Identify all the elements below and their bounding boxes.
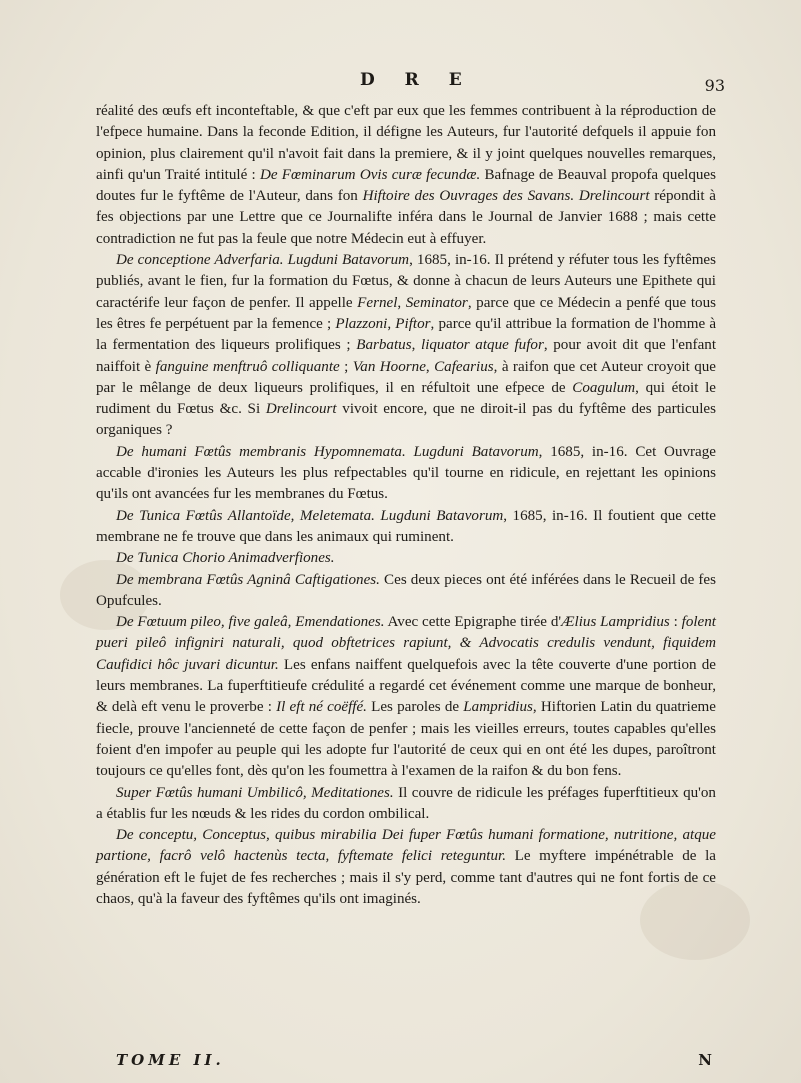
paragraph — [96, 783, 716, 826]
text-run: , à raifon que cet Auteur croyoit que par le mêlange de deux liqueurs prolifiques, il en réfultoit une efpece de — [96, 358, 717, 396]
page-number: 93 — [704, 76, 725, 95]
page-footer — [116, 1051, 716, 1073]
italic-run: De membrana Fœtûs Agninâ Caftigationes. — [116, 571, 380, 588]
italic-run: De conceptu, Conceptus, quibus mirabilia Dei fuper Fœtûs humani formatione, nutritione, atque partione, facrô velô hactenùs tecta, fyftemate felici reteguntur. — [96, 827, 716, 865]
paragraph — [96, 101, 716, 250]
text-run: , — [411, 337, 421, 354]
text-run: , — [397, 294, 406, 311]
text-run: Avec cette Epigraphe tirée d' — [384, 614, 562, 631]
italic-run: Piftor — [395, 315, 431, 332]
italic-run: De Fœtuum pileo, five galeâ, Emendationes. — [116, 614, 385, 631]
text-run: Les paroles de — [366, 699, 464, 716]
paragraph — [96, 506, 716, 549]
text-run: , parce qu'il attribue la formation de l'homme à la fermentation des liqueurs prolifiques ; — [96, 315, 717, 354]
paragraph — [96, 570, 716, 613]
text-run: , 1685, in-16. Il foutient que cette membrane ne fe trouve que dans les animaux qui ruminent. — [96, 507, 716, 545]
text-run: , 1685, in-16. Il prétend y réfuter tous les fyftêmes publiés, avant le fien, fur la formation du Fœtus, & donne à chacun de leurs Auteurs une Epithete qui caractérife leur façon de penfer. Il appelle — [96, 252, 717, 311]
text-run: répondit à fes objections par une Lettre que ce Journalifte inféra dans le Journal de Janvier 1688 ; mais cette contradiction ne fut pas la feule que notre Médecin eut à effuyer. — [96, 188, 716, 247]
italic-run: De Tunica Chorio Animadverfiones. — [116, 550, 335, 567]
text-run: , 1685, in-16. Cet Ouvrage accable d'ironies les Auteurs les plus refpectables qu'il tourne en ridicule, en rejettant les opinions qu'ils ont avancées fur les membranes du Fœtus. — [96, 443, 717, 503]
italic-run: De Fœminarum Ovis curæ fecundæ. — [259, 166, 481, 183]
italic-run: Plazzoni — [335, 315, 388, 332]
italic-run: Lampridius — [463, 699, 533, 716]
italic-run: Coagulum — [572, 379, 636, 396]
italic-run: Van Hoorne — [352, 358, 426, 375]
italic-run: liquator atque fufor — [421, 337, 544, 354]
text-run: ; — [339, 358, 353, 375]
italic-run: De humani Fœtûs membranis Hypomnemata. Lugduni Batavorum — [116, 443, 539, 460]
running-title: D R E — [360, 70, 474, 90]
text-run: Il couvre de ridicule les préfages fuperftitieux qu'on a établis fur les nœuds & les rides du cordon ombilical. — [96, 784, 716, 822]
text-run: , — [425, 358, 435, 375]
italic-run: Drelincourt — [265, 401, 337, 418]
italic-run: De conceptione Adverfaria. Lugduni Batavorum — [116, 252, 410, 269]
paragraph — [96, 548, 716, 569]
italic-run: folent pueri pileô infigniri naturali, quod obftetrices rapiunt, & Advocatis credulis vendunt, fiquidem Caufidici hôc juvari dicuntur. — [96, 614, 716, 673]
text-run: Ces deux pieces ont été inférées dans le Recueil de fes Opufcules. — [96, 571, 716, 609]
text-run: Les enfans naiffent quelquefois avec la tête couverte d'une portion de leurs membranes. La fuperftitieufe crédulité a regardé cet événement comme une marque de bonheur, & delà eft venu le proverbe : — [96, 656, 716, 716]
volume-signature: TOME II. — [116, 1051, 225, 1069]
text-run: , parce que ce Médecin a penfé que tous les êtres fe perpétuent par la femence ; — [96, 294, 716, 332]
italic-run: fanguine menftruô colliquante — [155, 358, 340, 375]
italic-run: Fernel — [357, 294, 398, 311]
italic-run: De Tunica Fœtûs Allantoïde, Meletemata. Lugduni Batavorum — [116, 507, 504, 524]
gathering-mark: N — [698, 1051, 712, 1069]
text-run: Bafnage de Beauval propofa quelques doutes fur le fyftême de l'Auteur, dans fon — [96, 166, 717, 205]
text-run: , qui étoit le rudiment du Fœtus &c. Si — [96, 379, 716, 418]
text-run: , pour avoit dit que l'enfant naiffoit è — [96, 337, 717, 375]
italic-run: Super Fœtûs humani Umbilicô, Meditationes. — [116, 784, 394, 801]
paragraph — [96, 825, 716, 910]
paragraph — [96, 442, 716, 506]
italic-run: Seminator — [405, 294, 468, 311]
text-run: vivoit encore, que ne diroit-il pas du fyftême des particules organiques ? — [96, 401, 716, 439]
paragraph — [96, 612, 716, 782]
running-head — [0, 68, 801, 96]
italic-run: Ælius Lampridius — [561, 614, 670, 631]
text-run: réalité des œufs eft inconteftable, & que c'eft par eux que les femmes contribuent à la réproduction de l'efpece humaine. Dans la feconde Edition, il défigne les Auteurs, fur l'autorité defquels il appuie fon opinion, plus clairement qu'il n'avoit fait dans la premiere, & il y joint quelques nouvelles remarques, ainfi qu'un Traité intitulé : — [96, 103, 716, 183]
paragraph — [96, 250, 716, 442]
italic-run: Barbatus — [356, 337, 412, 354]
page-body — [96, 101, 716, 910]
italic-run: Il eft né coëffé. — [276, 699, 367, 716]
text-run: : — [669, 614, 682, 631]
text-run: Le myftere impénétrable de la génération eft le fujet de fes recherches ; mais il s'y perd, comme tant d'autres qui ne font fortis de ce chaos, qu'à la faveur des fyftêmes qu'ils ont imaginés. — [96, 848, 716, 907]
italic-run: Cafearius — [434, 358, 494, 375]
text-run: , Hiftorien Latin du quatrieme fiecle, prouve l'ancienneté de cette façon de penfer ; mais les vieilles erreurs, toutes capables qu'elles foient d'en impofer au peuple qui les adopte fur l'autorité de ceux qui en ont été les dupes, paroîtront toujours ce qu'elles font, dès qu'on les foumettra à l'examen de la raifon & du bon fens. — [96, 699, 716, 780]
italic-run: Hiftoire des Ouvrages des Savans. Drelincourt — [362, 188, 650, 205]
text-run: , — [387, 315, 396, 332]
